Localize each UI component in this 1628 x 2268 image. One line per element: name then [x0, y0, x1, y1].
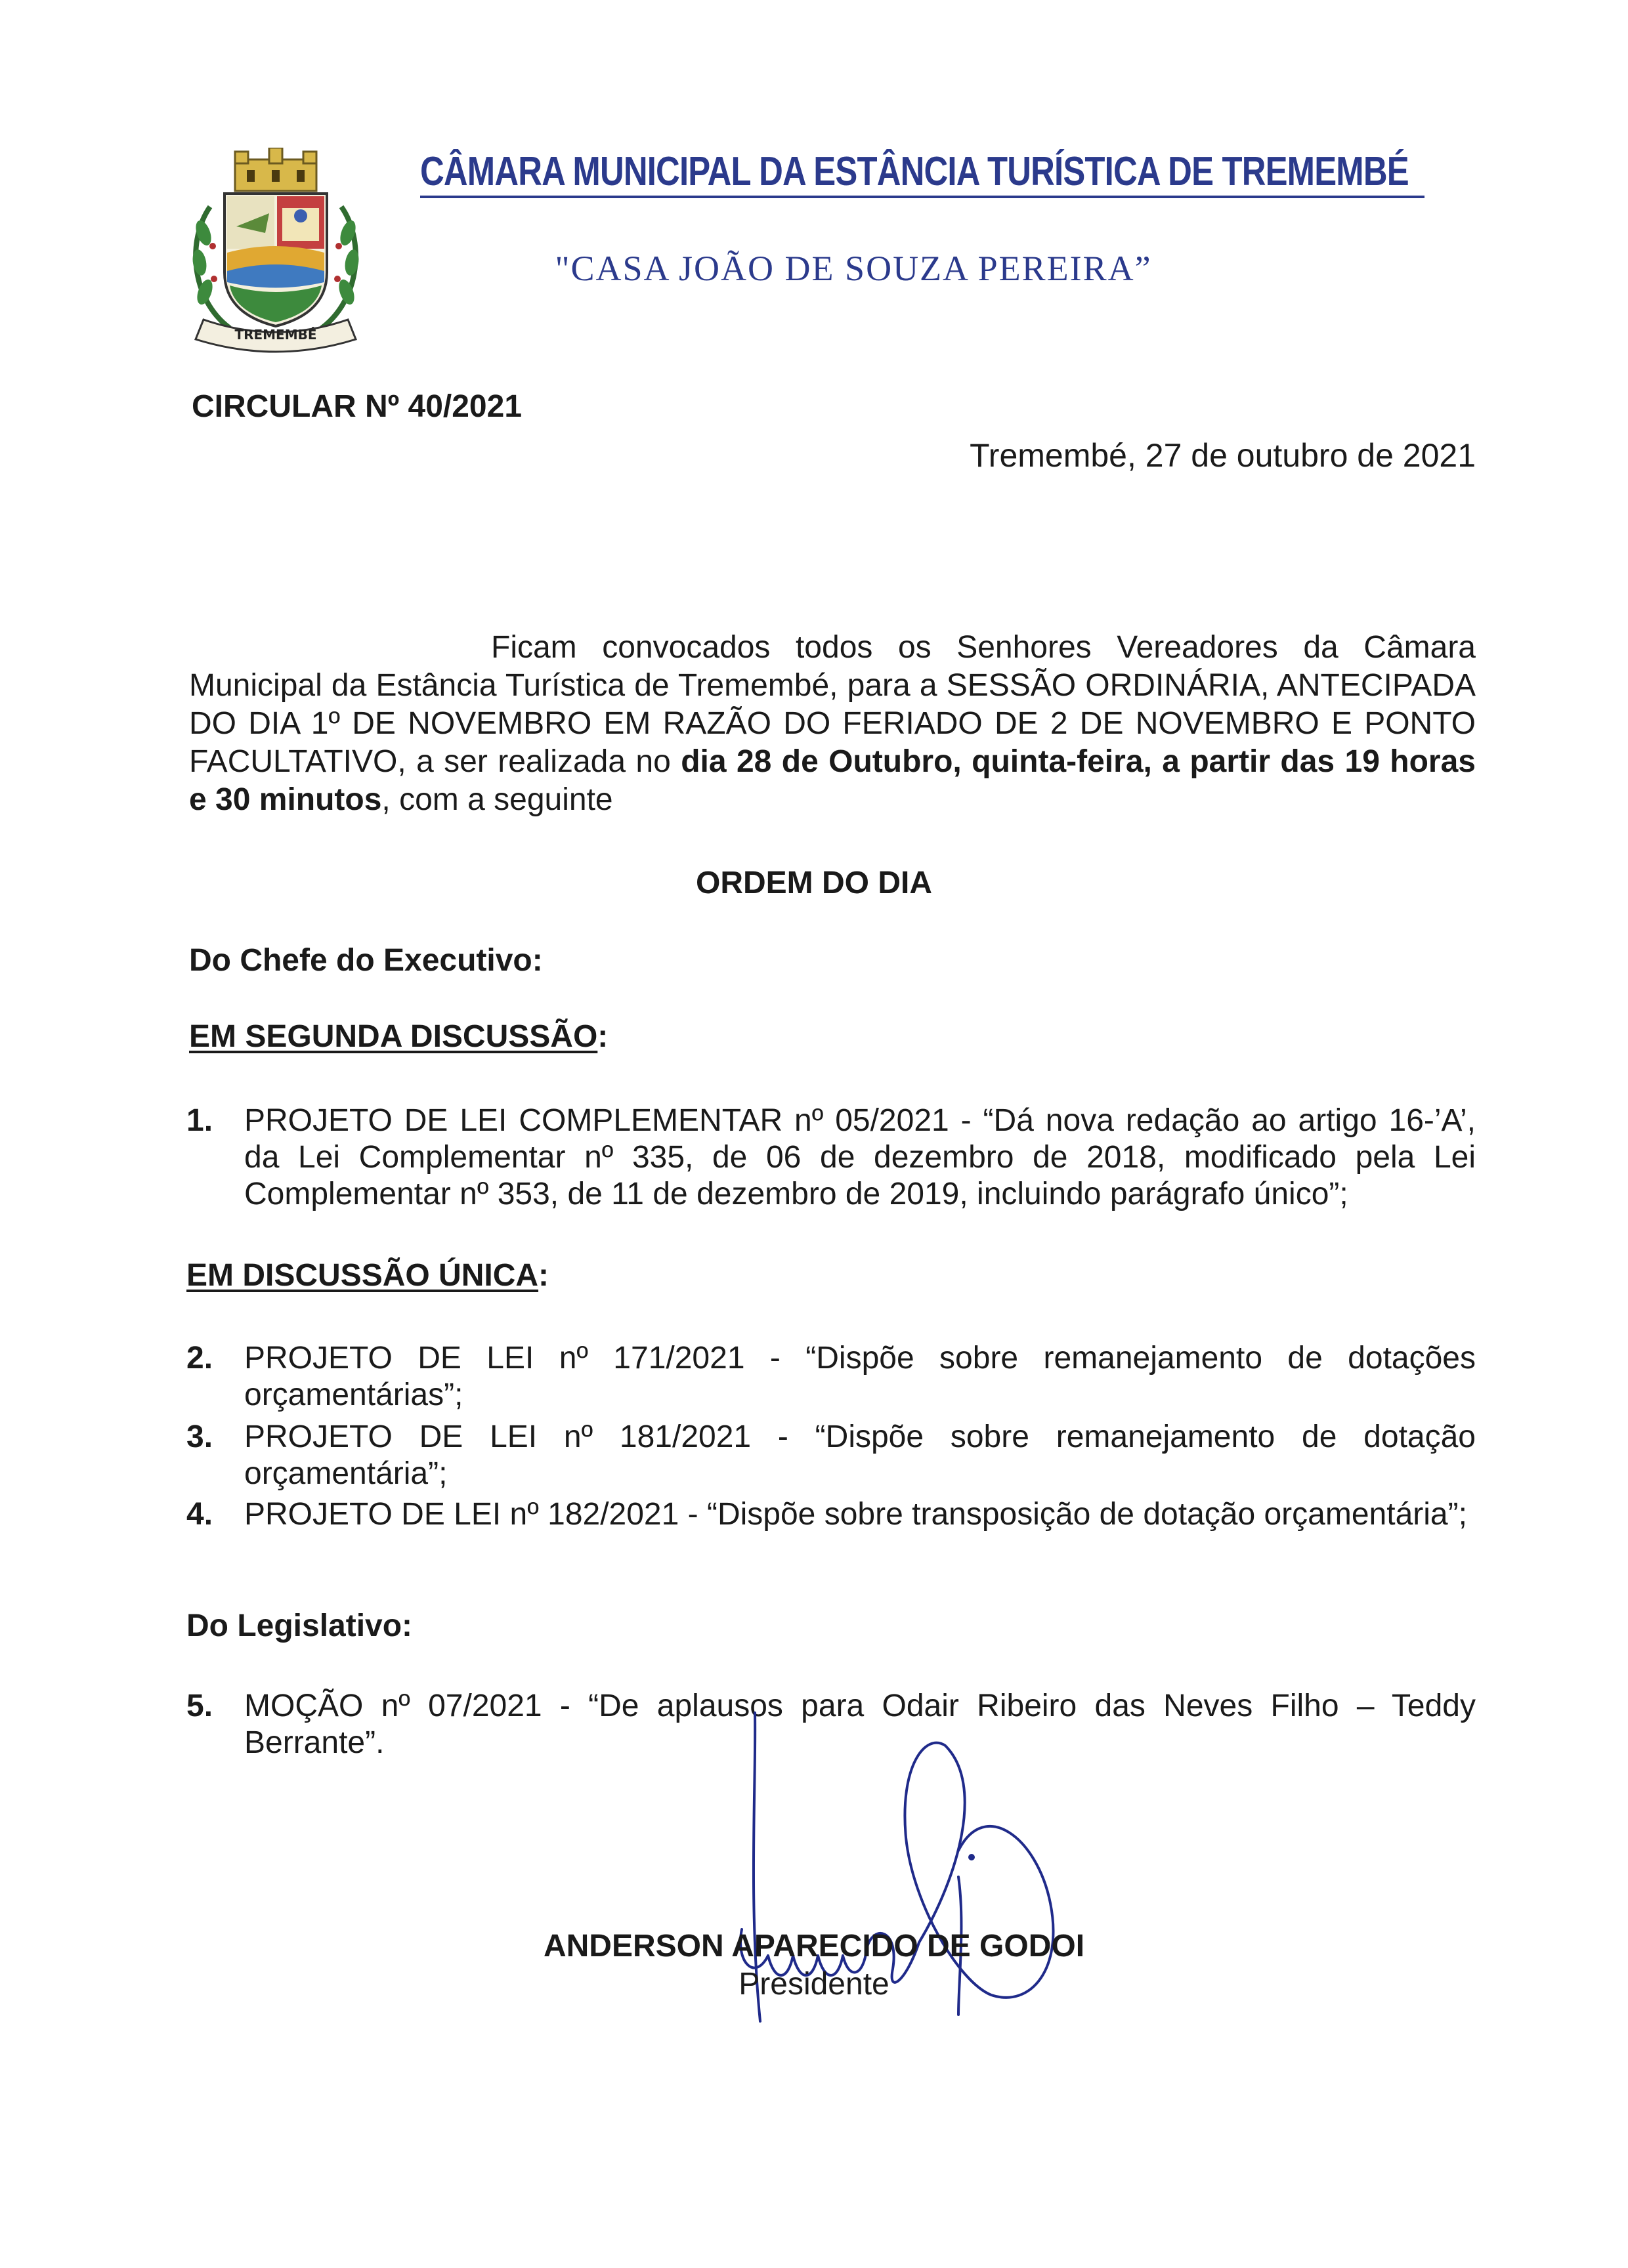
dateline: Tremembé, 27 de outubro de 2021	[970, 437, 1476, 474]
intro-end: , com a seguinte	[381, 782, 613, 817]
section-single-discussion-label: EM DISCUSSÃO ÚNICA	[186, 1258, 539, 1293]
agenda-item	[186, 1419, 1476, 1492]
intro-indent-text: Ficam convocados todos os Senhores Vereadores da Câmara	[491, 630, 1476, 665]
section-executive: Do Chefe do Executivo:	[189, 943, 543, 978]
signatory-role: Presidente	[739, 1967, 889, 2002]
intro-paragraph	[189, 629, 1476, 819]
item-number: 1.	[186, 1103, 213, 1138]
colon: :	[538, 1258, 549, 1293]
item-text: MOÇÃO nº 07/2021 - “De aplausos para Odair Ribeiro das Neves Filho – Teddy Berrante”.	[244, 1689, 1476, 1760]
agenda-title: ORDEM DO DIA	[696, 866, 932, 900]
municipal-crest-logo	[184, 148, 368, 358]
intro-rest: Municipal da Estância Turística de Tremembé, para a SESSÃO ORDINÁRIA, ANTECIPADA DO DIA 1º DE NOVEMBRO EM RAZÃO DO FERIADO DE 2 DE NOVEMBRO E PONTO FACULTATIVO, a ser realizada no	[189, 668, 1476, 779]
colon: :	[597, 1019, 609, 1054]
item-number: 3.	[186, 1419, 213, 1454]
section-legislative: Do Legislativo:	[186, 1608, 413, 1643]
item-number: 4.	[186, 1497, 213, 1532]
circular-number: CIRCULAR Nº 40/2021	[192, 389, 523, 424]
section-second-discussion-label: EM SEGUNDA DISCUSSÃO	[189, 1019, 598, 1054]
agenda-item	[186, 1496, 1476, 1533]
item-text: PROJETO DE LEI nº 171/2021 - “Dispõe sobre remanejamento de dotações orçamentárias”;	[244, 1341, 1476, 1412]
item-text: PROJETO DE LEI nº 181/2021 - “Dispõe sobre remanejamento de dotação orçamentária”;	[244, 1419, 1476, 1491]
intro-bold: dia 28 de Outubro, quinta-feira, a partir das 19 horas e 30 minutos	[189, 744, 1476, 817]
item-number: 2.	[186, 1341, 213, 1376]
section-second-discussion	[189, 1018, 608, 1055]
item-number: 5.	[186, 1689, 213, 1723]
agenda-item	[186, 1340, 1476, 1414]
organization-title: CÂMARA MUNICIPAL DA ESTÂNCIA TURÍSTICA DE TREMEMBÉ	[420, 149, 1409, 194]
signatory-name: ANDERSON APARECIDO DE GODOI	[543, 1929, 1085, 1964]
title-underline	[420, 196, 1424, 198]
item-text: PROJETO DE LEI COMPLEMENTAR nº 05/2021 - “Dá nova redação ao artigo 16-’A’, da Lei Complementar nº 335, de 06 de dezembro de 2018, modificado pela Lei Complementar nº 353, de 11 de dezembro de 2019, incluindo parágrafo único”;	[244, 1103, 1476, 1211]
house-name: "CASA JOÃO DE SOUZA PEREIRA”	[555, 249, 1152, 288]
section-single-discussion	[186, 1257, 549, 1293]
item-text: PROJETO DE LEI nº 182/2021 - “Dispõe sobre transposição de dotação orçamentária”;	[244, 1497, 1467, 1532]
svg-text:TREMEMBÉ: TREMEMBÉ	[234, 327, 317, 343]
agenda-item	[186, 1102, 1476, 1213]
